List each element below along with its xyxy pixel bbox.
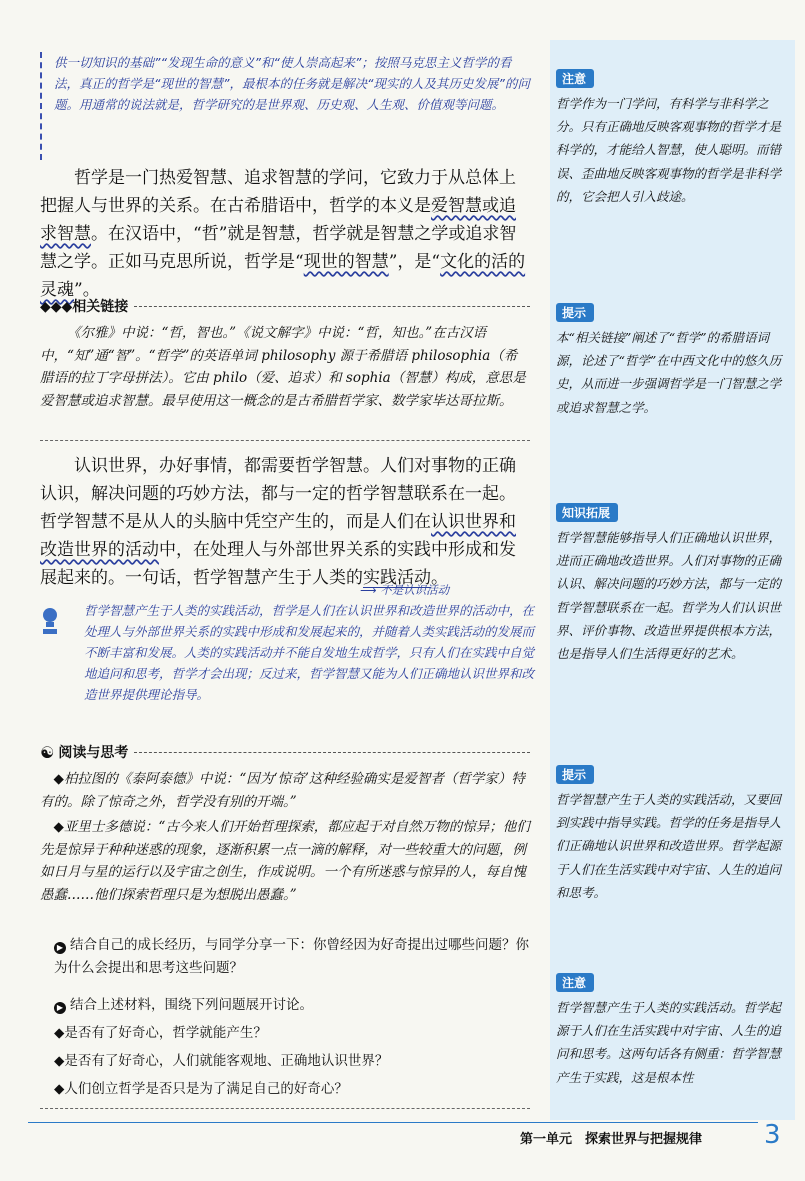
question-5: ◆人们创立哲学是否只是为了满足自己的好奇心？ xyxy=(54,1081,348,1097)
heading-dashed-rule xyxy=(134,306,530,307)
section-divider xyxy=(40,440,530,441)
side-text-5: 哲学智慧产生于人类的实践活动。哲学起源于人们在生活实践中对宇宙、人生的追问和思考。这两句话各有侧重：哲学智慧产生于实践，这是根本性 xyxy=(556,1000,782,1085)
para2-part-b: 中，在处理人与外部世界关系的实践中形成和发展起来的。一句话，哲学智慧产生于人类的 xyxy=(40,540,516,588)
side-note-2 xyxy=(556,302,792,419)
side-note-5 xyxy=(556,972,792,1089)
related-link-text: 《尔雅》中说：“哲，智也。”《说文解字》中说：“哲，知也。”在古汉语中，“知”通“智”。“哲学”的英语单词 philosophy 源于希腊语 philosophia（希腊语的拉丁字母拼法）。它由 philo（爱、追求）和 sophia（智慧）构成，意思是爱智慧或追求智慧。最早使用这一概念的是古希腊哲学家、数学家毕达哥拉斯。 xyxy=(40,325,526,409)
side-badge-3: 知识拓展 xyxy=(556,503,618,522)
para2-underline-1: 认识世界和改造世界的活动 xyxy=(40,512,516,560)
middle-note-text: 哲学智慧产生于人类的实践活动，哲学是人们在认识世界和改造世界的活动中，在处理人与外部世界关系的实践中形成和发展起来的，并随着人类实践活动的发展而不断丰富和发展。人类的实践活动并不能自发地生成哲学，只有人们在实践中自觉地追问和思考，哲学才会出现；反过来，哲学智慧又能为人们正确地认识世界和改造世界提供理论指导。 xyxy=(84,603,535,702)
question-4: ◆是否有了好奇心，人们就能客观地、正确地认识世界？ xyxy=(54,1053,389,1069)
paragraph-philosophy-definition xyxy=(40,164,530,304)
reading-aristotle: ◆亚里士多德说：“古今来人们开始哲理探索，都应起于对自然万物的惊异；他们先是惊异于种种迷惑的现象，逐渐积累一点一滴的解释，对一些较重大的问题，例如日月与星的运行以及宇宙之创生，作成说明。一个有所迷惑与惊异的人，每自愧愚蠢……他们探索哲理只是为想脱出愚蠢。” xyxy=(40,819,530,903)
para1-part-b: 。在汉语中，“哲”就是智慧，哲学就是智慧之学或追求智慧之学。正如马克思所说，哲学是“ xyxy=(40,224,517,272)
heading-dashed-rule-2 xyxy=(134,752,530,753)
unit-footer: 第一单元 探索世界与把握规律 xyxy=(520,1132,703,1147)
side-text-4: 哲学智慧产生于人类的实践活动，又要回到实践中指导实践。哲学的任务是指导人们正确地认识世界和改造世界。哲学起源于人们在生活实践中对宇宙、人生的追问和思考。 xyxy=(556,792,782,900)
side-note-3 xyxy=(556,502,792,665)
para1-underline-1: 爱智慧或追求智慧 xyxy=(40,196,516,244)
para1-part-a: 哲学是一门热爱智慧、追求智慧的学问，它致力于从总体上把握人与世界的关系。在古希腊语中，哲学的本义是 xyxy=(40,168,516,216)
para2-underline-2: 实践活动 xyxy=(363,568,431,588)
top-handwritten-note xyxy=(40,52,534,160)
para2-part-a: 认识世界，办好事情，都需要哲学智慧。人们对事物的正确认识，解决问题的巧妙方法，都与一定的哲学智慧联系在一起。哲学智慧不是从人的头脑中凭空产生的，而是人们在 xyxy=(40,456,516,532)
middle-handwritten-note xyxy=(72,600,534,705)
para2-part-c: 。 xyxy=(431,568,448,588)
related-link-heading xyxy=(40,296,530,316)
para1-underline-3: 文化的活的灵魂 xyxy=(40,252,526,300)
reading-icon: ☯ xyxy=(40,742,55,762)
side-text-2: 本“相关链接”阐述了“哲学”的希腊语词源，论述了“哲学”在中西文化中的悠久历史，从而进一步强调哲学是一门智慧之学或追求智慧之学。 xyxy=(556,330,782,415)
lightbulb-icon xyxy=(40,606,60,636)
side-badge-5: 注意 xyxy=(556,973,594,992)
footer-rule xyxy=(28,1122,758,1123)
related-link-title: ◆◆◆相关链接 xyxy=(40,299,129,315)
bottom-divider xyxy=(40,1108,530,1109)
handwritten-arrow-note xyxy=(360,580,449,601)
play-icon: ▶ xyxy=(54,1002,66,1014)
question-1 xyxy=(54,934,530,980)
arrow-note-text: 不是认识活动 xyxy=(380,583,450,597)
side-text-1: 哲学作为一门学问，有科学与非科学之分。只有正确地反映客观事物的哲学才是科学的，才能给人智慧，使人聪明。而错误、歪曲地反映客观事物的哲学是非科学的，它会把人引入歧途。 xyxy=(556,96,782,204)
top-note-text: 供一切知识的基础”“发现生命的意义”和“使人崇高起来”；按照马克思主义哲学的看法，真正的哲学是“现世的智慧”，最根本的任务就是解决“现实的人及其历史发展”的问题。用通常的说法就是，哲学研究的是世界观、历史观、人生观、价值观等问题。 xyxy=(54,55,530,112)
side-text-3: 哲学智慧能够指导人们正确地认识世界，进而正确地改造世界。人们对事物的正确认识、解决问题的巧妙方法，都与一定的哲学智慧联系在一起。哲学为人们认识世界、评价事物、改造世界提供根本方法，也是指导人们生活得更好的艺术。 xyxy=(556,530,782,662)
reading-thinking-title: 阅读与思考 xyxy=(58,745,129,761)
para1-underline-2: 现世的智慧 xyxy=(303,252,389,272)
side-badge-4: 提示 xyxy=(556,765,594,784)
side-badge-1: 注意 xyxy=(556,69,594,88)
page-number: 3 xyxy=(764,1120,781,1150)
play-icon: ▶ xyxy=(54,942,66,954)
side-note-4 xyxy=(556,764,792,904)
para1-part-d: ”。 xyxy=(74,280,100,300)
arrow-icon: ⟶ xyxy=(360,583,377,597)
question-2-text: 结合上述材料，围绕下列问题展开讨论。 xyxy=(70,997,313,1013)
para1-part-c: ”，是“ xyxy=(388,252,441,272)
reading-plato: ◆柏拉图的《泰阿泰德》中说：“因为‘惊奇’这种经验确实是爱智者（哲学家）特有的。除了惊奇之外，哲学没有别的开端。” xyxy=(40,771,525,810)
side-note-1 xyxy=(556,68,792,208)
question-1-text: 结合自己的成长经历，与同学分享一下：你曾经因为好奇提出过哪些问题？你为什么会提出和思考这些问题？ xyxy=(54,937,529,976)
reading-thinking-heading xyxy=(40,742,530,762)
side-badge-2: 提示 xyxy=(556,303,594,322)
question-2 xyxy=(54,994,530,1017)
paragraph-practice xyxy=(40,452,530,592)
question-3: ◆是否有了好奇心，哲学就能产生？ xyxy=(54,1025,267,1041)
